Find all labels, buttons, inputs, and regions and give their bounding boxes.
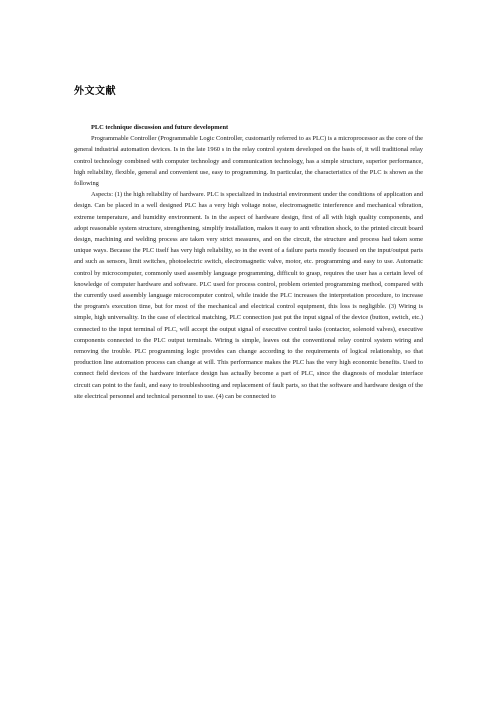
paragraph-aspects: Aspects: (1) the high reliability of hardware. PLC is specialized in industrial environment under the conditions of application and design. Can be placed in a well designed PLC has a very high voltage noise, electromagnetic interference and mechanical vibration, extreme temperature, and humidity environment. Is in the aspect of hardware design, first of all with high quality components, and adopt reasonable system structure, strengthening, simplify installation, makes it easy to anti vibration shock, to the printed circuit board design, machining and welding process are taken very strict measures, and on the circuit, the structure and process had taken some unique ways. Because the PLC itself has very high reliability, so in the event of a failure parts mostly focused on the input/output parts and such as sensors, limit switches, photoelectric switch, electromagnetic valve, motor, etc. programming and easy to use. Automatic control by microcomputer, commonly used assembly language programming, difficult to grasp, requires the user has a certain level of knowledge of computer hardware and software. PLC used for process control, problem oriented programming method, compared with the currently used assembly language microcomputer control, while inside the PLC increases the interpretation procedure, to increase the program's execution time, but for most of the mechanical and electrical control equipment, this loss is negligible. (3) Wiring is simple, high universality. In the case of electrical matching, PLC connection just put the input signal of the device (button, switch, etc.) connected to the input terminal of PLC, will accept the output signal of executive control tasks (contactor, solenoid valves), executive components connected to the PLC output terminals. Wiring is simple, leaves out the conventional relay control system wiring and removing the trouble. PLC programming logic provides can change according to the requirements of logical relationship, so that production line automation process can change at will. This performance makes the PLC has the very high economic benefits. Used to connect field devices of the hardware interface design has actually become a part of PLC, since the diagnosis of modular interface circuit can point to the fault, and easy to troubleshooting and replacement of fault parts, so that the software and hardware design of the site electrical personnel and technical personnel to use. (4) can be connected to	[74, 191, 423, 400]
article-title: PLC technique discussion and future development	[91, 124, 229, 131]
document-body	[74, 122, 423, 402]
paragraph-intro: Programmable Controller (Programmable Logic Controller, customarily referred to as PLC) is a microprocessor as the core of the general industrial automation devices. Is in the late 1960 s in the relay control system developed on the basis of, it will traditional relay control technology combined with computer technology and communication technology, has a simple structure, superior performance, high reliability, flexible, general and convenient use, easy to programming. In particular, the characteristics of the PLC is shown as the following	[74, 135, 423, 188]
section-heading: 外文文献	[74, 86, 116, 97]
